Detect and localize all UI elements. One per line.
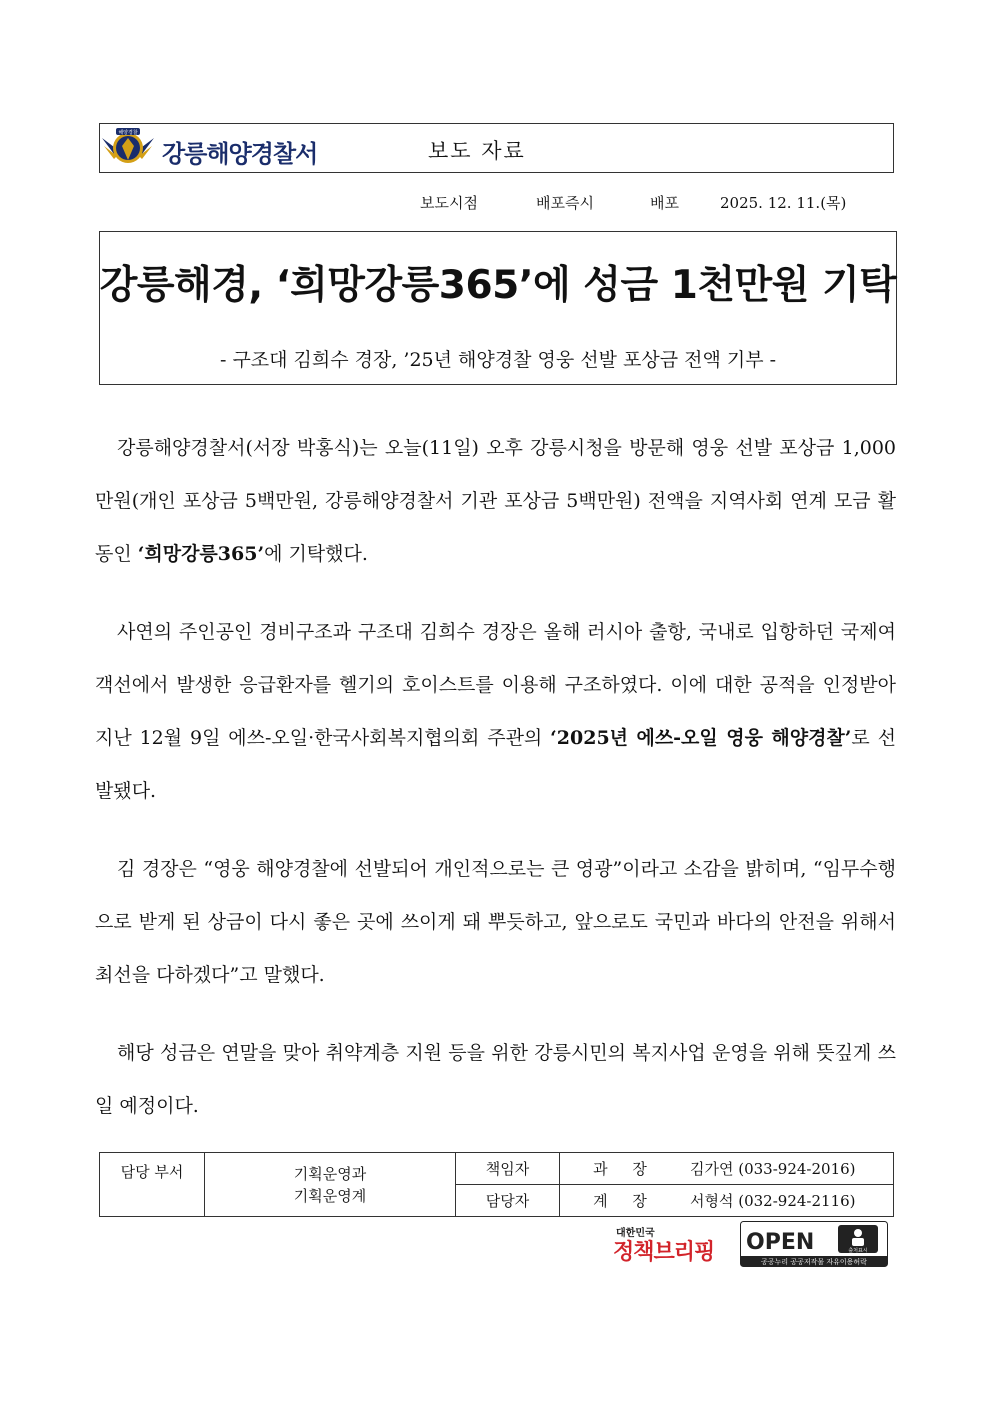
release-timing-label: 보도시점 xyxy=(420,194,478,212)
body-text xyxy=(95,422,896,1158)
subheadline: - 구조대 김희수 경장, ’25년 해양경찰 영웅 선발 포상금 전액 기부 - xyxy=(219,349,777,371)
open-caption: 공공누리 공공저작물 자유이용허락 xyxy=(761,1258,867,1266)
open-text: OPEN xyxy=(746,1230,815,1255)
paragraph-3: 김 경장은 “영웅 해양경찰에 선발되어 개인적으로는 큰 영광”이라고 소감을 밝히며, “임무수행으로 받게 된 상금이 다시 좋은 곳에 쓰이게 돼 뿌듯하고, 앞으로도 국민과 바다의 안전을 위해서 최선을 다하겠다”고 말했다. xyxy=(95,858,896,986)
contact-role: 담당자 xyxy=(456,1185,560,1217)
release-timing-value: 배포즉시 xyxy=(536,194,594,212)
award-name: ‘2025년 에쓰-오일 영웅 해양경찰’ xyxy=(550,727,852,749)
briefing-logo: 정책브리핑 xyxy=(613,1240,715,1265)
headline: 강릉해경, ‘희망강릉365’에 성금 1천만원 기탁 xyxy=(99,263,897,308)
emblem-label: 해양경찰 xyxy=(118,130,138,136)
table-row xyxy=(100,1153,894,1185)
briefing-logo-small: 대한민국 xyxy=(616,1228,655,1239)
press-release-label: 보도 자료 xyxy=(428,139,526,163)
contact-table xyxy=(99,1152,894,1217)
paragraph-4: 해당 성금은 연말을 맞아 취약계층 지원 등을 위한 강릉시민의 복지사업 운영을 위해 뜻깊게 쓰일 예정이다. xyxy=(95,1042,896,1117)
paragraph-1: 강릉해양경찰서(서장 박홍식)는 오늘(11일) 오후 강릉시청을 방문해 영웅 선발 포상금 1,000만원(개인 포상금 5백만원, 강릉해양경찰서 기관 포상금 5백만원) 전액을 지역사회 연계 모금 활동인 ‘희망강릉365’에 기탁했다. xyxy=(95,437,896,565)
open-license-logo-icon xyxy=(740,1221,888,1267)
paragraph-2: 사연의 주인공인 경비구조과 구조대 김희수 경장은 올해 러시아 출항, 국내로 입항하던 국제여객선에서 발생한 응급환자를 헬기의 호이스트를 이용해 구조하였다. 이에 대한 공적을 인정받아 지난 12월 9일 에쓰-오일·한국사회복지협의회 주관의 ‘2025년 에쓰-오일 영웅 해양경찰’로 선발됐다. xyxy=(95,621,896,802)
contact-role: 책임자 xyxy=(456,1153,560,1185)
campaign-name: ‘희망강릉365’ xyxy=(137,543,265,565)
open-badge: 출처표시 xyxy=(848,1248,868,1254)
coast-guard-emblem-icon xyxy=(100,124,156,172)
dept-name: 기획운영과 기획운영계 xyxy=(205,1153,456,1217)
org-name: 강릉해양경찰서 xyxy=(162,140,318,168)
contact-person: 과 장 김가연 (033-924-2016) xyxy=(560,1153,894,1185)
distribution-label: 배포 xyxy=(650,194,679,212)
release-date: 2025. 12. 11.(목) xyxy=(720,194,847,212)
contact-person: 계 장 서형석 (032-924-2116) xyxy=(560,1185,894,1217)
dept-label: 담당 부서 xyxy=(100,1153,205,1217)
